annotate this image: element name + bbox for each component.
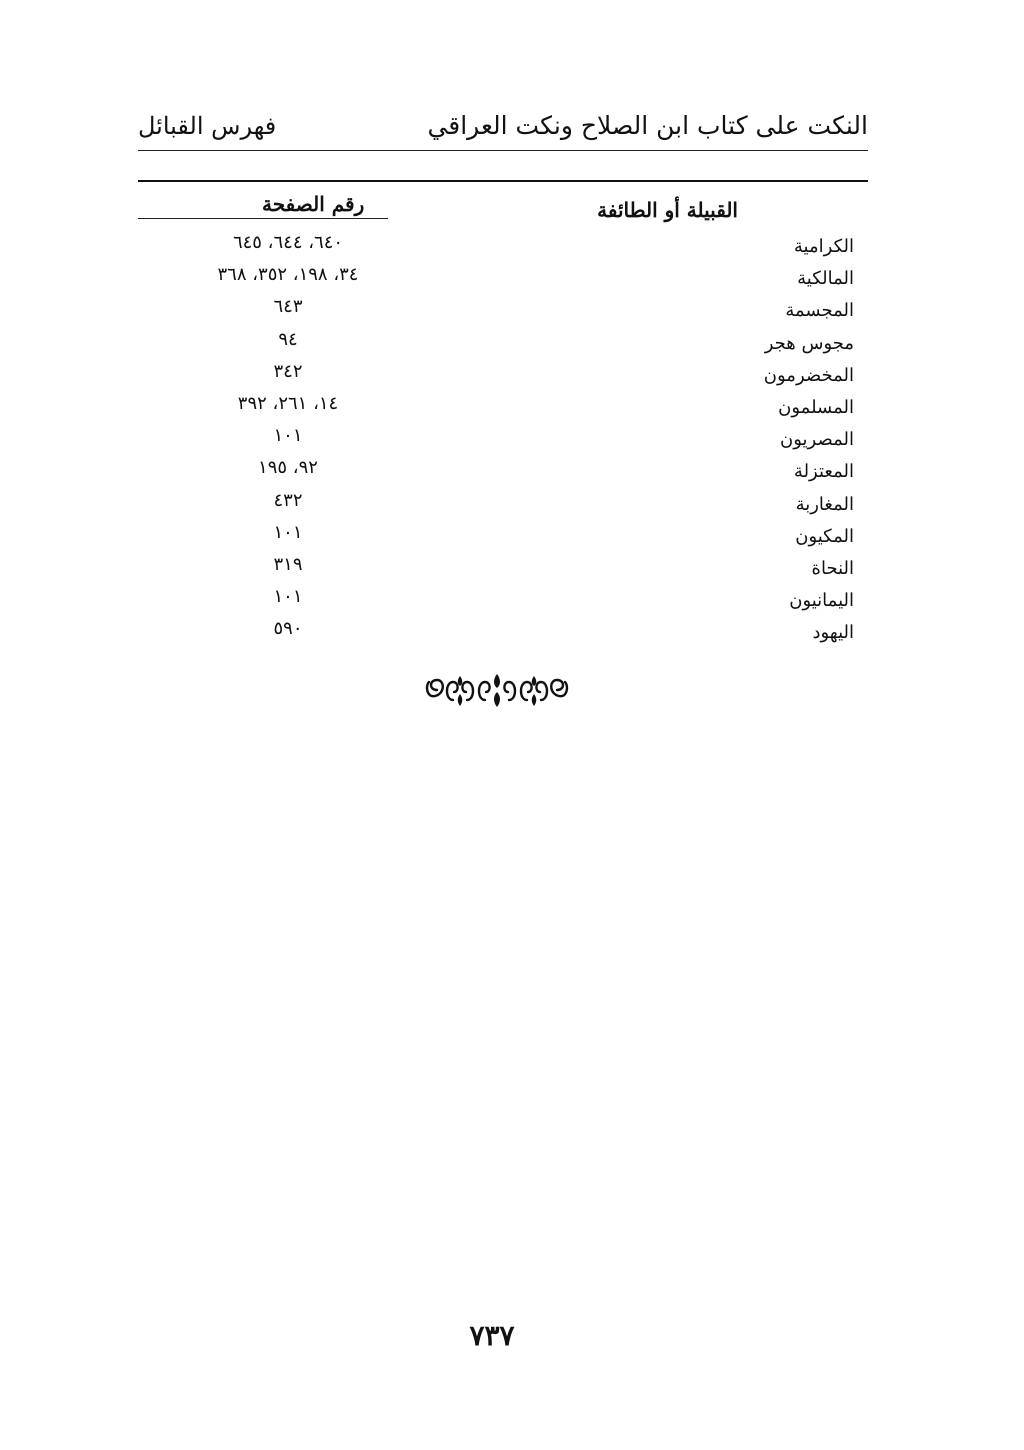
column-header-page-number: رقم الصفحة <box>262 192 365 216</box>
page-references: ٣١٩ <box>273 553 303 575</box>
table-row <box>138 487 868 519</box>
table-row <box>138 615 868 647</box>
page-references: ٦٤٠، ٦٤٤، ٦٤٥ <box>232 232 344 253</box>
table-row <box>138 326 868 358</box>
table-row <box>138 293 868 325</box>
running-header-book-title: النكت على كتاب ابن الصلاح ونكت العراقي <box>427 111 868 140</box>
index-table <box>138 229 868 647</box>
page-references: ٩٤ <box>278 328 298 350</box>
tribe-name: النحاة <box>811 557 854 579</box>
tribe-name: اليمانيون <box>789 590 854 612</box>
header-divider <box>138 150 868 151</box>
tribe-name: المسلمون <box>778 396 854 418</box>
page-references: ١٠١ <box>273 586 303 608</box>
column-header-tribe: القبيلة أو الطائفة <box>597 198 738 222</box>
page-references: ٩٢، ١٩٥ <box>258 457 318 479</box>
page-references: ١٠١ <box>273 425 303 447</box>
tribe-name: اليهود <box>812 622 854 644</box>
table-row <box>138 358 868 390</box>
table-row <box>138 551 868 583</box>
tribe-name: الكرامية <box>793 236 854 257</box>
tribe-name: المعتزلة <box>793 461 854 483</box>
column-header-underline <box>138 218 388 219</box>
table-row <box>138 261 868 293</box>
ornament-icon <box>423 670 571 710</box>
page-references: ٣٤٢ <box>273 360 303 382</box>
tribe-name: المجسمة <box>785 300 854 322</box>
tribe-name: المخضرمون <box>763 364 854 386</box>
page-references: ١٠١ <box>273 521 303 543</box>
tribe-name: المغاربة <box>795 493 854 515</box>
table-row <box>138 519 868 551</box>
running-header-section-title: فهرس القبائل <box>138 112 277 140</box>
table-row <box>138 229 868 261</box>
tribe-name: مجوس هجر <box>764 332 854 354</box>
table-row <box>138 583 868 615</box>
page-number: ٧٣٧ <box>469 1319 515 1352</box>
table-row <box>138 422 868 454</box>
page-references: ٦٤٣ <box>273 296 303 318</box>
page-references: ١٤، ٢٦١، ٣٩٢ <box>237 392 339 414</box>
tribe-name: المصريون <box>780 429 854 451</box>
table-row <box>138 454 868 486</box>
tribe-name: المكيون <box>795 525 854 547</box>
table-top-rule <box>138 180 868 182</box>
page-references: ٤٣٢ <box>273 489 303 511</box>
page-references: ٣٤، ١٩٨، ٣٥٢، ٣٦٨ <box>217 264 359 286</box>
page-references: ٥٩٠ <box>273 618 303 640</box>
tribe-name: المالكية <box>797 268 854 290</box>
table-row <box>138 390 868 422</box>
